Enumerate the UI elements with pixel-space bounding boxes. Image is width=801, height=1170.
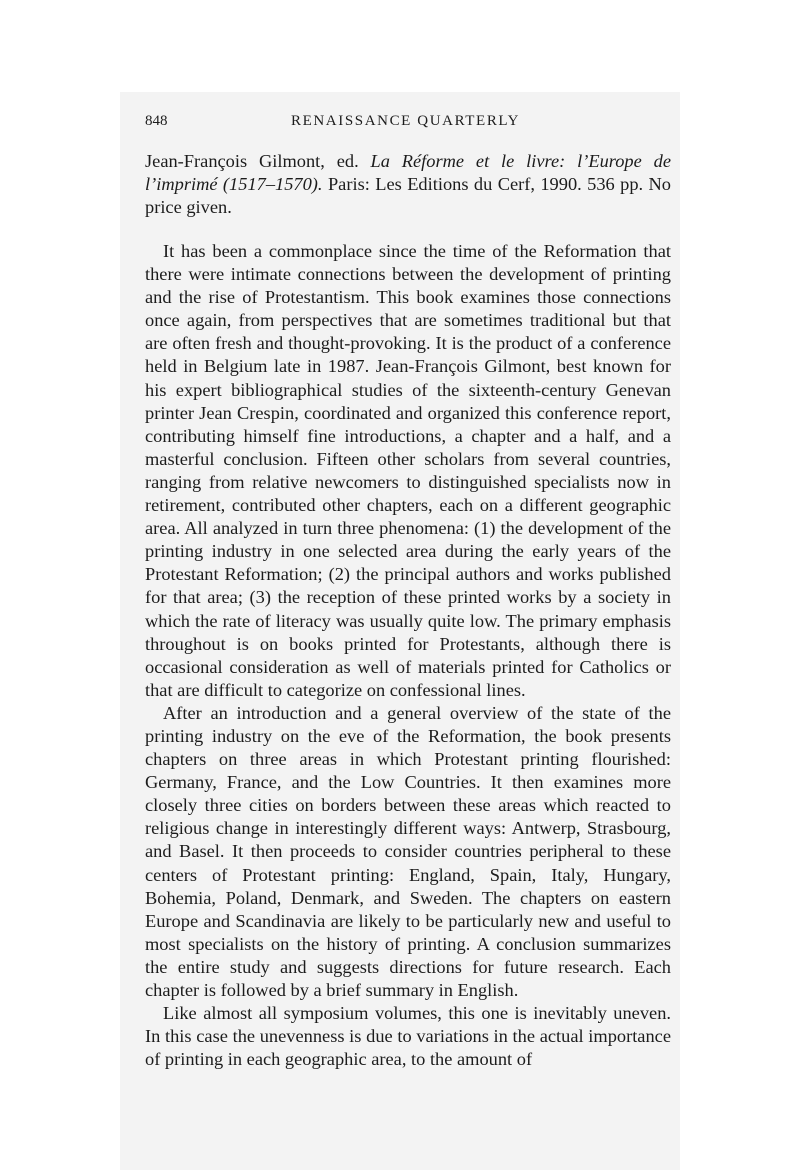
page-number: 848 <box>145 113 168 129</box>
paragraph: Like almost all symposium volumes, this one is inevitably uneven. In this case the unevenness is due to variations in the actual importance of printing in each geographic area, to the amount of <box>145 1003 671 1070</box>
citation-book-title: La Réforme et le livre: l’Europe de l’imprimé (1517–1570). <box>145 151 671 194</box>
citation-publication: Paris: Les Editions du Cerf, 1990. 536 pp. No price given. <box>145 174 671 217</box>
paragraph: It has been a commonplace since the time of the Reformation that there were intimate connections between the development of printing and the rise of Protestantism. This book examines those connections once again, from perspectives that are sometimes traditional but that are often fresh and thought-provoking. It is the product of a conference held in Belgium late in 1987. Jean-François Gilmont, best known for his expert bibliographical studies of the sixteenth-century Genevan printer Jean Crespin, coordinated and organized this conference report, contributing himself fine introductions, a chapter and a half, and a masterful conclusion. Fifteen other scholars from several countries, ranging from relative newcomers to distinguished specialists now in retirement, contributed other chapters, each on a different geographic area. All analyzed in turn three phenomena: (1) the development of the printing industry in one selected area during the early years of the Protestant Reformation; (2) the principal authors and works published for that area; (3) the reception of these printed works by a society in which the rate of literacy was usually quite low. The primary emphasis throughout is on books printed for Protestants, although there is occasional consideration as well of materials printed for Catholics or that are difficult to categorize on confessional lines. <box>145 241 671 700</box>
journal-title: RENAISSANCE QUARTERLY <box>291 113 521 129</box>
running-head <box>145 113 671 135</box>
review-body <box>145 240 671 1071</box>
paragraph: After an introduction and a general overview of the state of the printing industry on the eve of the Reformation, the book presents chapters on three areas in which Protestant printing flourished: Germany, France, and the Low Countries. It then examines more closely three cities on borders between these areas which reacted to religious change in interestingly different ways: Antwerp, Strasbourg, and Basel. It then proceeds to consider countries peripheral to these centers of Protestant printing: England, Spain, Italy, Hungary, Bohemia, Poland, Denmark, and Sweden. The chapters on eastern Europe and Scandinavia are likely to be particularly new and useful to most specialists on the history of printing. A conclusion summarizes the entire study and suggests directions for future research. Each chapter is followed by a brief summary in English. <box>145 702 671 1000</box>
citation-editor: Jean-François Gilmont, ed. <box>145 151 359 171</box>
book-citation <box>145 150 671 219</box>
